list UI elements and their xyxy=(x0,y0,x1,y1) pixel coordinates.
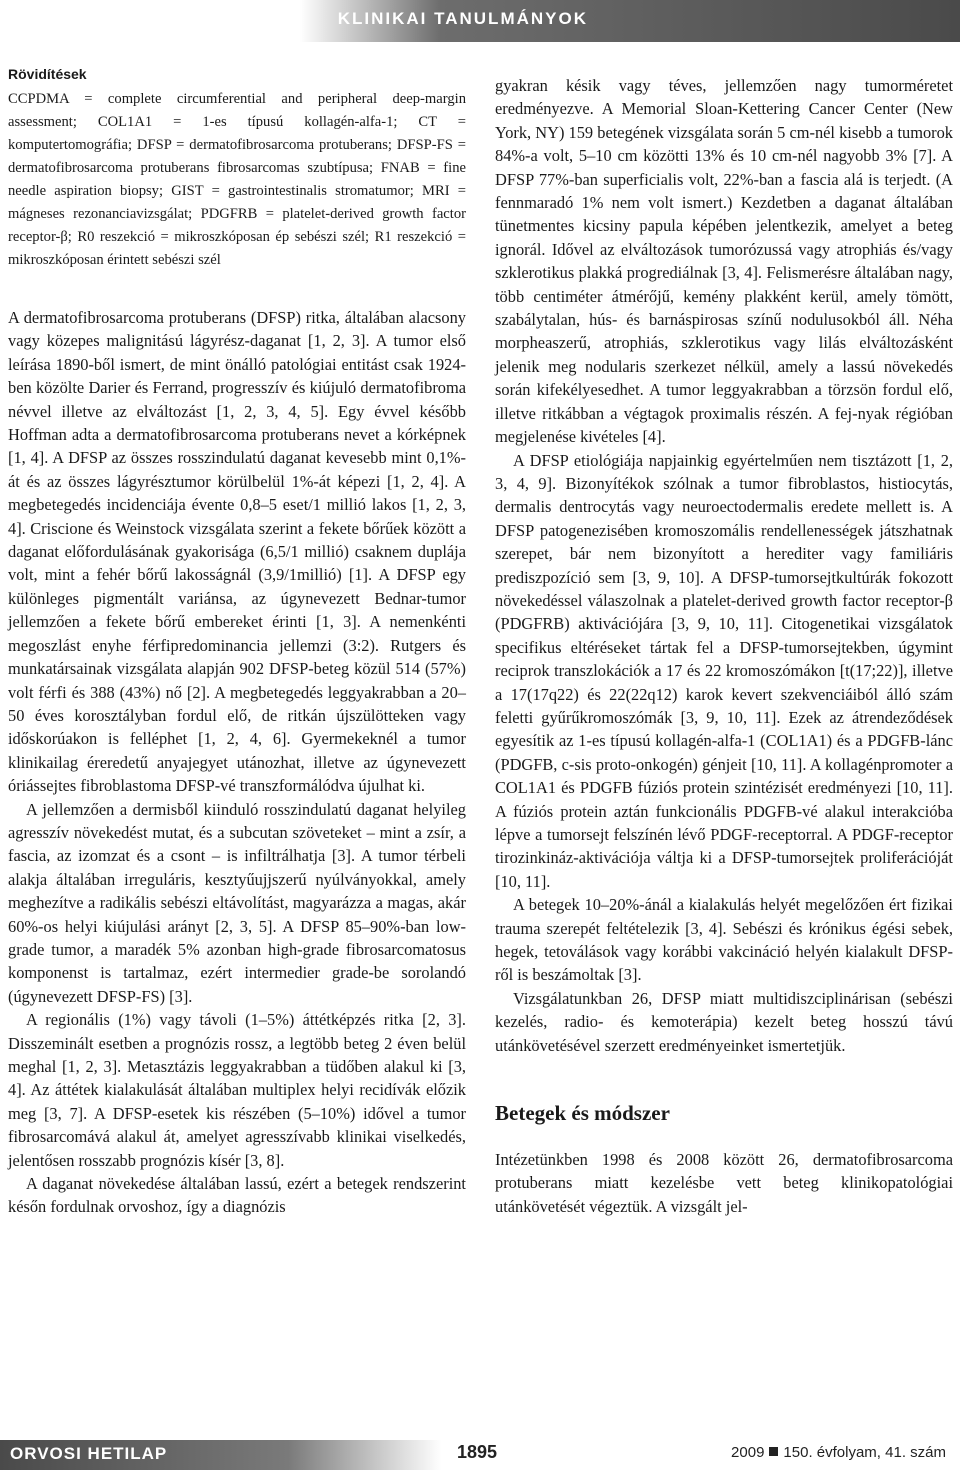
body-paragraph: Vizsgálatunkban 26, DFSP miatt multidiszciplinárisan (sebészi kezelés, radio- és kemoterápia) kezelt beteg hosszú távú utánkövetésével szerzett eredményeinket ismertetjük. xyxy=(495,988,953,1055)
abbreviations-text: CCPDMA = complete circumferential and peripheral deep-margin assessment; COL1A1 = 1-es típusú kollagén-alfa-1; CT = komputertomográfia; DFSP = dermatofibrosarcoma protuberans; DFSP-FS = dermatofibrosarcoma protuberans fibrosarcomas szubtípusa; FNAB = fine needle aspiration biopsy; GIST = gastrointestinalis stromatumor; MRI = mágneses rezonanciavizsgálat; PDGFRB = platelet-derived growth factor receptor-β; R0 reszekció = mikroszkóposan ép sebészi szél; R1 reszekció = mikroszkóposan érintett sebészi szél xyxy=(8,91,466,268)
issue-year: 2009 xyxy=(731,1444,765,1461)
body-paragraph: A dermatofibrosarcoma protuberans (DFSP) ritka, általában alacsony vagy közepes malignitású lágyrész-daganat [1, 2, 3]. A tumor első leírása 1890-ből ismert, de mint önálló patológiai entitást csak 1924-ben közölte Darier és Ferrand, progresszív és kiújuló dermatofibroma névvel illetve az elváltozást [1, 2, 3, 4, 5]. Egy évvel később Hoffman adta a dermatofibrosarcoma protuberans nevet a kórképnek [1, 4]. A DFSP az összes rosszindulatú daganat kevesebb mint 0,1%-át és az összes lágyrésztumor körülbelül 1%-át képezi [1, 2, 4]. A megbetegedés incidenciája évente 0,8–5 eset/1 millió lakos [1, 2, 3, 4]. Criscione és Weinstock vizsgálata szerint a fekete bőrűek között a daganat előfordulásának gyakorisága (6,5/1 millió) csaknem duplája volt, mint a fehér bőrű lakosságnál (3,9/1millió) [1]. A DFSP egy különleges pigmentált variánsa, az úgynevezett Bednar-tumor jellemzően a fekete bőrű embereket érinti [1, 3]. A nemenkénti megoszlást enyhe férfipredominancia jellemzi (3:2). Rutgers és munkatársainak vizsgálata alapján 902 DFSP-beteg közül 514 (57%) volt férfi és 388 (43%) nő [2]. A megbetegedés leggyakrabban a 20–50 éves korosztályban fordul elő, de ritkán újszülötteken vagy időskorúakon is felléphet [1, 2, 4, 6]. Gyermekeknél a tumor klinikailag éreredetű anyajegyet utánozhat, illetve az úgynevezett óriássejtes fibroblastoma DFSP-vé transzformálódva újulhat ki. xyxy=(8,308,466,796)
abbreviations-title: Rövidítések xyxy=(8,66,87,82)
body-paragraph: A daganat növekedése általában lassú, ezért a betegek rendszerint későn fordulnak orvoshoz, így a diagnózis xyxy=(8,1174,466,1217)
body-paragraph: Intézetünkben 1998 és 2008 között 26, dermatofibrosarcoma protuberans miatt kezelésbe vett beteg klinikopatológiai utánkövetését végeztük. A vizsgált jel- xyxy=(495,1150,953,1216)
body-paragraph: A betegek 10–20%-ánál a kialakulás helyét megelőzően ért fizikai trauma szerepét feltételezik [3, 4]. Sebészi és krónikus égési sebek, hegek, tetoválások vagy korábbi vakcináció helyén kialakult DFSP-ről is beszámoltak [3]. xyxy=(495,895,953,985)
square-bullet-icon xyxy=(769,1447,778,1456)
section-label: KLINIKAI TANULMÁNYOK xyxy=(337,9,588,28)
body-paragraph: A DFSP etiológiája napjainkig egyértelműen nem tisztázott [1, 2, 3, 4, 9]. Bizonyítékok szólnak a tumor fibroblastos, histiocytás, dermalis dentrocytás vagy neuroectodermalis eredete mellett is. A DFSP patogenezisében kromoszomális rendellenességek játszhatnak szerepet, bár nem bizonyított a herediter vagy familiáris prediszpozíció sem [3, 9, 10]. A DFSP-tumorsejtkultúrák fokozott növekedéssel válaszolnak a platelet-derived growth factor receptor-β (PDGFRB) aktivációjára [3, 9, 10, 11]. Citogenetikai vizsgálatok specifikus eltéréseket tártak fel a DFSP-tumorsejtekben, úgymint reciprok transzlokációk a 17 és 22 kromoszómákon [t(17;22)], illetve a 17(17q22) és 22(22q12) karok kevert szekvenciáiból álló szám feletti gyűrűkromoszómák [3, 9, 10, 11]. Ezek az átrendeződések egyesítik az 1-es típusú kollagén-alfa-1 (COL1A1) és a PDGFB-lánc (PDGFB, c-sis proto-onkogén) génjeit [10, 11]. A kollagénpromoter a COL1A1 és PDGFB fúziós protein szintézisét eredményezi [10, 11]. A fúziós protein aztán funkcionális PDGFB-vé alakul interakcióba lépve a tumorsejt felszínén lévő PDGF-receptorral. A PDGF-receptor tirozinkináz-aktivációja váltja ki a DFSP-tumorsejtek proliferációját [10, 11]. xyxy=(495,450,953,891)
left-column xyxy=(8,62,466,1219)
body-paragraph: A jellemzően a dermisből kiinduló rosszindulatú daganat helyileg agresszív növekedést mutat, és a subcutan szöveteket – mint a zsír, a fascia, az izomzat és a csont – is infiltrálhatja [3]. A tumor térbeli alakja általában irreguláris, kesztyűujjszerű nyúlványokkal, amely meghezítve a radikális sebészi eltávolítást, magyarázza a magas, akár 60%-os helyi kiújulási arányt [2, 3, 5]. A DFSP 85–90%-ban low-grade tumor, a maradék 5% azonban high-grade fibrosarcomatosus komponenst is tartalmaz, ezért intermedier grade-be sorolandó (úgynevezett DFSP-FS) [3]. xyxy=(8,799,466,1006)
issue-volume: 150. évfolyam, 41. szám xyxy=(783,1444,946,1461)
page-number: 1895 xyxy=(457,1442,498,1462)
section-heading: Betegek és módszer xyxy=(495,1101,670,1126)
issue-info xyxy=(731,1444,946,1461)
body-paragraph: gyakran késik vagy téves, jellemzően nagy tumorméretet eredményezve. A Memorial Sloan-Kettering Cancer Center (New York, NY) 159 betegének vizsgálata során 5 cm-nél kisebb a tumorok 84%-a volt, 5–10 cm közötti 13% és 10 cm-nél nagyobb 3% [7]. A DFSP 77%-ban superficialis volt, 22%-ban a fascia alá is terjedt. (A fennmaradó 1% nem volt ismert.) Kezdetben a daganat általában tünetmentes kicsiny papula képében jelentkezik, amelyet a beteg ignorál. Idővel az elváltozások tumorózussá vagy atrophiás és/vagy szklerotikus plakká progrediálnak [3, 4]. Felismerésre általában nagy, több centiméter átmérőjű, kemény plakként kerül, amely tömött, szabálytalan, hús- és barnáspirosas színű nodulusokból áll. Néha morpheaszerű, atrophiás, szklerotikus vagy lilás elváltozásként jelenik meg nodularis szerkezet nélkül, amely a lassú növekedés során kifekélyesedhet. A tumor leggyakrabban a törzsön fordul elő, illetve ritkábban a végtagok proximalis részén. A fej-nyak régióban megjelenése kivételes [4]. xyxy=(495,76,953,447)
body-paragraph: A regionális (1%) vagy távoli (1–5%) áttétképzés ritka [2, 3]. Disszeminált esetben a prognózis rossz, a legtöbb beteg 2 éven belül meghal [1, 2, 3]. Metasztázis leggyakrabban a tüdőben alakul ki [3, 4]. Az áttétek kialakulását általában multiplex helyi recidívák előzik meg [3, 7]. A DFSP-esetek kis részében (5–10%) idővel a tumor fibrosarcomává alakul át, amelyet agresszívabb klinikai viselkedés, jelentősen rosszabb prognózis kísér [3, 8]. xyxy=(8,1010,466,1170)
right-column xyxy=(495,74,953,1218)
journal-name: ORVOSI HETILAP xyxy=(10,1444,168,1463)
